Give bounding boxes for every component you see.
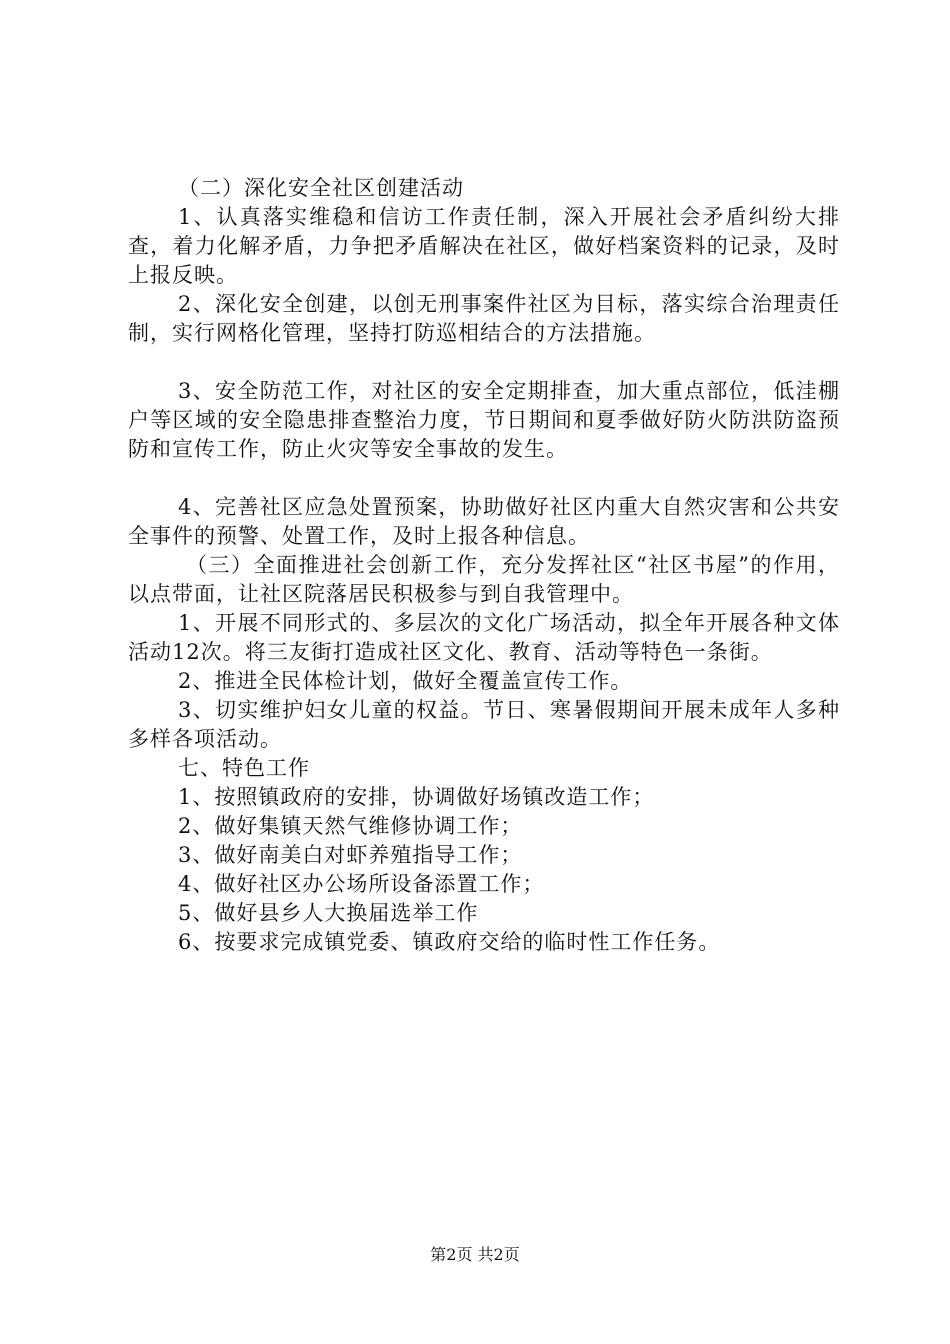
list-item-temporary-tasks: 6、按要求完成镇党委、镇政府交给的临时性工作任务。 xyxy=(178,930,721,954)
paragraph-safety-prevention: 3、安全防范工作，对社区的安全定期排查，加大重点部位，低洼棚户等区域的安全隐患排查整治力度，节日期间和夏季做好防火防洪防盗预防和宣传工作，防止火灾等安全事故的发生。 xyxy=(128,379,840,461)
paragraph-stability-petition: 1、认真落实维稳和信访工作责任制，深入开展社会矛盾纠纷大排查，着力化解矛盾，力争把矛盾解决在社区，做好档案资料的记录，及时上报反映。 xyxy=(128,205,840,287)
section-heading-2: （二）深化安全社区创建活动 xyxy=(178,176,464,200)
paragraph-emergency-plan: 4、完善社区应急处置预案，协助做好社区内重大自然灾害和公共安全事件的预警、处置工作，及时上报各种信息。 xyxy=(128,495,840,548)
list-item-shrimp-farming: 3、做好南美白对虾养殖指导工作； xyxy=(178,843,523,867)
paragraph-women-children: 3、切实维护妇女儿童的权益。节日、寒暑假期间开展未成年人多种多样各项活动。 xyxy=(128,698,840,751)
paragraph-culture-activities: 1、开展不同形式的、多层次的文化广场活动，拟全年开展各种文体活动12次。将三友街打造成社区文化、教育、活动等特色一条街。 xyxy=(128,611,840,664)
section-heading-7: 七、特色工作 xyxy=(178,756,310,780)
page-footer: 第2页 共2页 xyxy=(430,1245,520,1264)
paragraph-safety-creation: 2、深化安全创建，以创无刑事案件社区为目标，落实综合治理责任制，实行网格化管理，坚持打防巡相结合的方法措施。 xyxy=(128,292,840,345)
list-item-office-equipment: 4、做好社区办公场所设备添置工作； xyxy=(178,872,545,896)
list-item-town-renovation: 1、按照镇政府的安排，协调做好场镇改造工作； xyxy=(178,785,655,809)
section-heading-3: （三）全面推进社会创新工作，充分发挥社区“社区书屋”的作用，以点带面，让社区院落居民积极参与到自我管理中。 xyxy=(128,553,840,606)
list-item-election: 5、做好县乡人大换届选举工作 xyxy=(178,901,479,925)
list-item-natural-gas: 2、做好集镇天然气维修协调工作； xyxy=(178,814,523,838)
paragraph-health-check: 2、推进全民体检计划，做好全覆盖宣传工作。 xyxy=(178,669,633,693)
document-body xyxy=(128,174,840,957)
